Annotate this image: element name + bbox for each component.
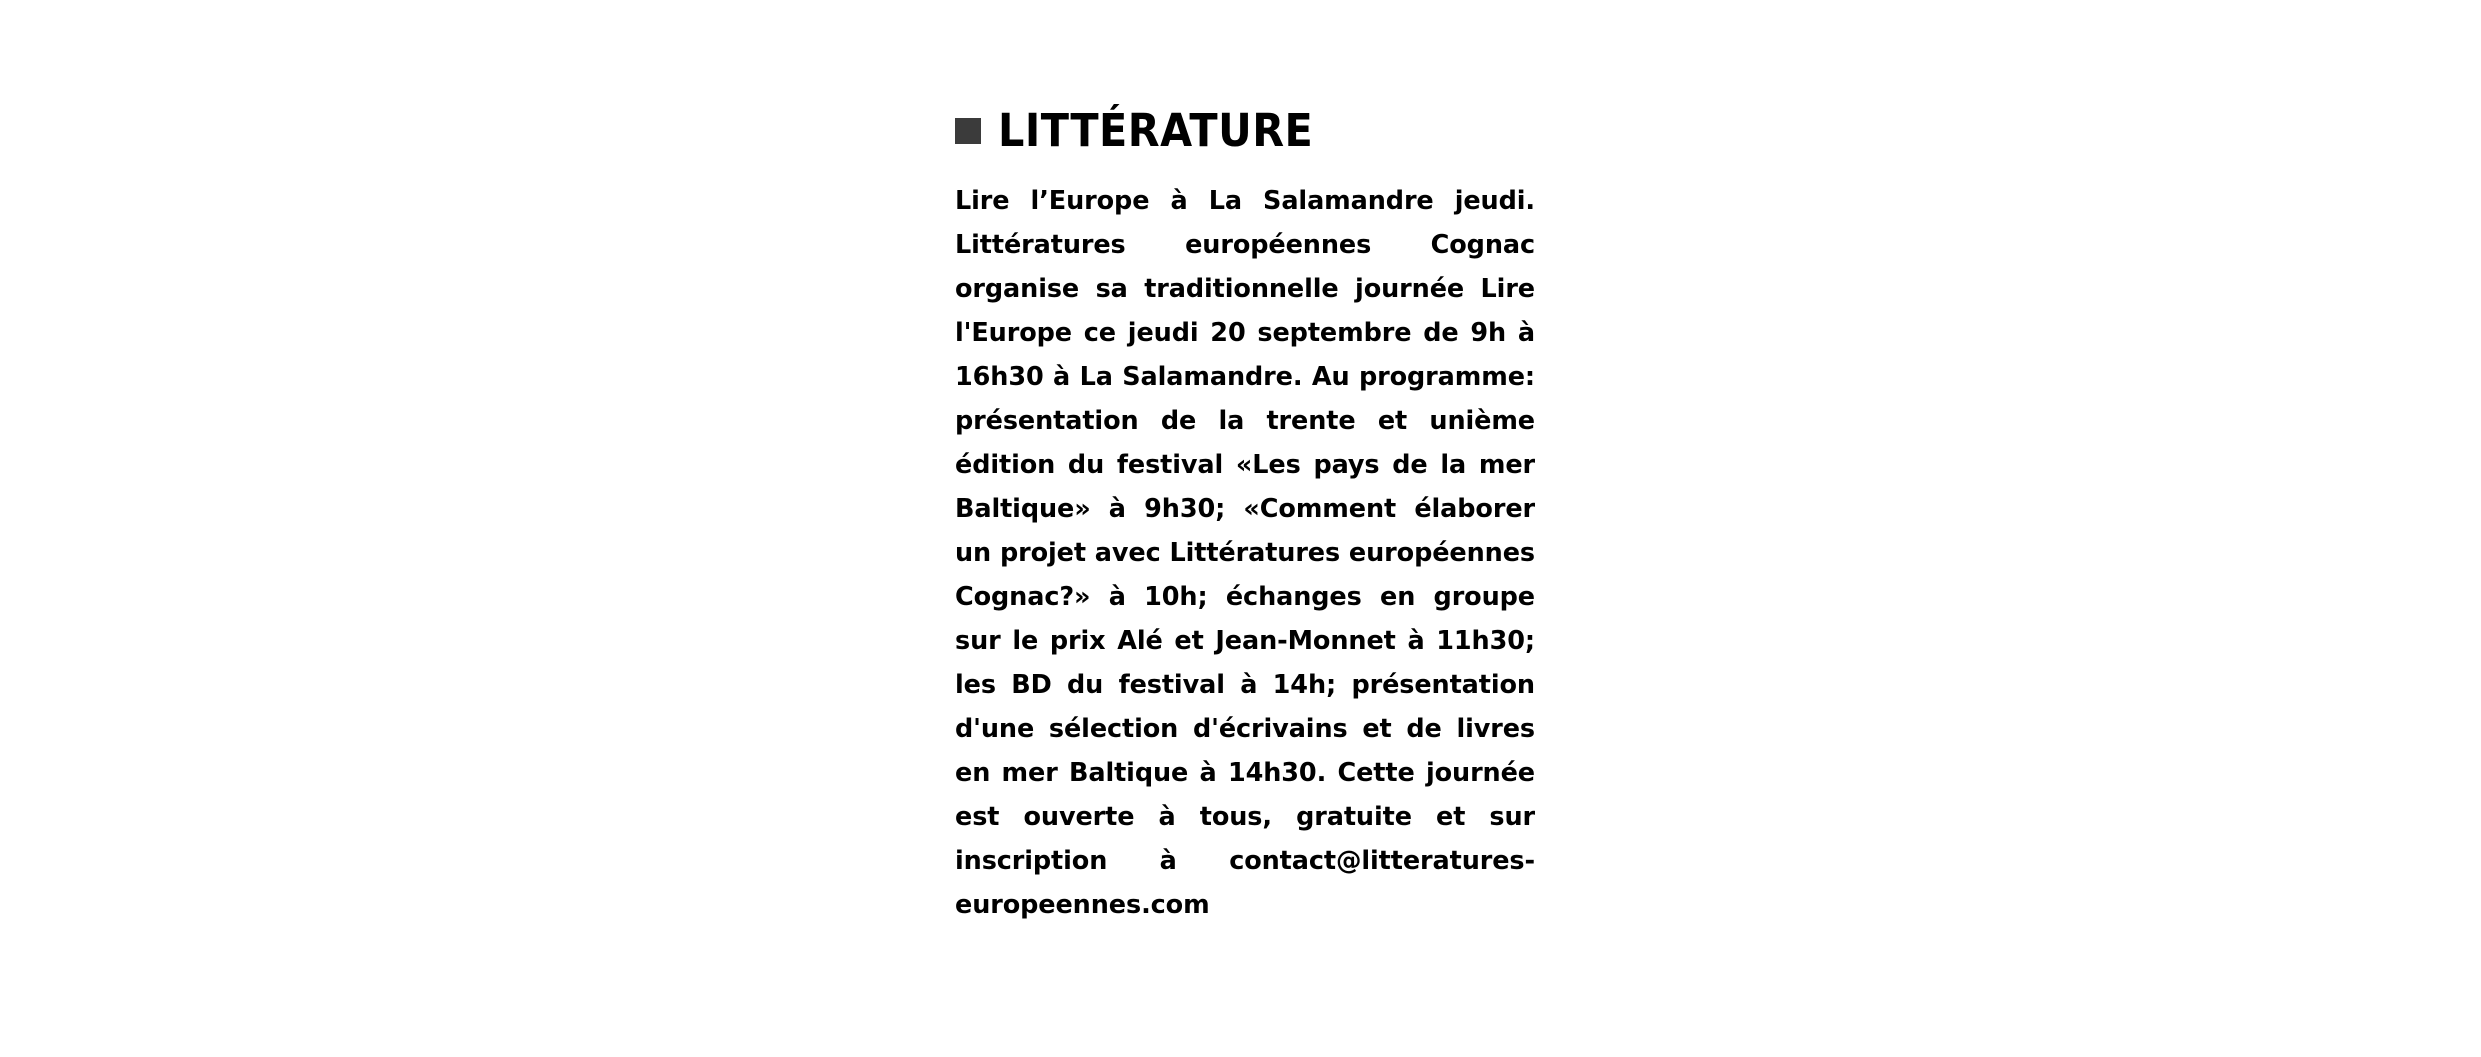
article-body xyxy=(955,179,1535,971)
article-lead: Lire l’Europe à La Salamandre jeudi. xyxy=(955,185,1535,216)
square-bullet-icon xyxy=(955,118,981,144)
page-title: LITTÉRATURE xyxy=(998,104,1314,157)
article-clipping xyxy=(955,104,1535,996)
section-heading xyxy=(955,104,1535,157)
article-text: Littératures européennes Cognac organise sa traditionnelle journée Lire l'Europe ce jeudi 20 septembre de 9h à 16h30 à La Salamandre. Au programme: présentation de la trente et unième édition du festival «Les pays de la mer Baltique» à 9h30; «Comment élaborer un projet avec Littératures européennes Cognac?» à 10h; échanges en groupe sur le prix Alé et Jean-Monnet à 11h30; les BD du festival à 14h; présentation d'une sélection d'écrivains et de livres en mer Baltique à 14h30. Cette journée est ouverte à tous, gratuite et sur inscription à contact@litteratures-europeennes.com xyxy=(955,229,1535,920)
